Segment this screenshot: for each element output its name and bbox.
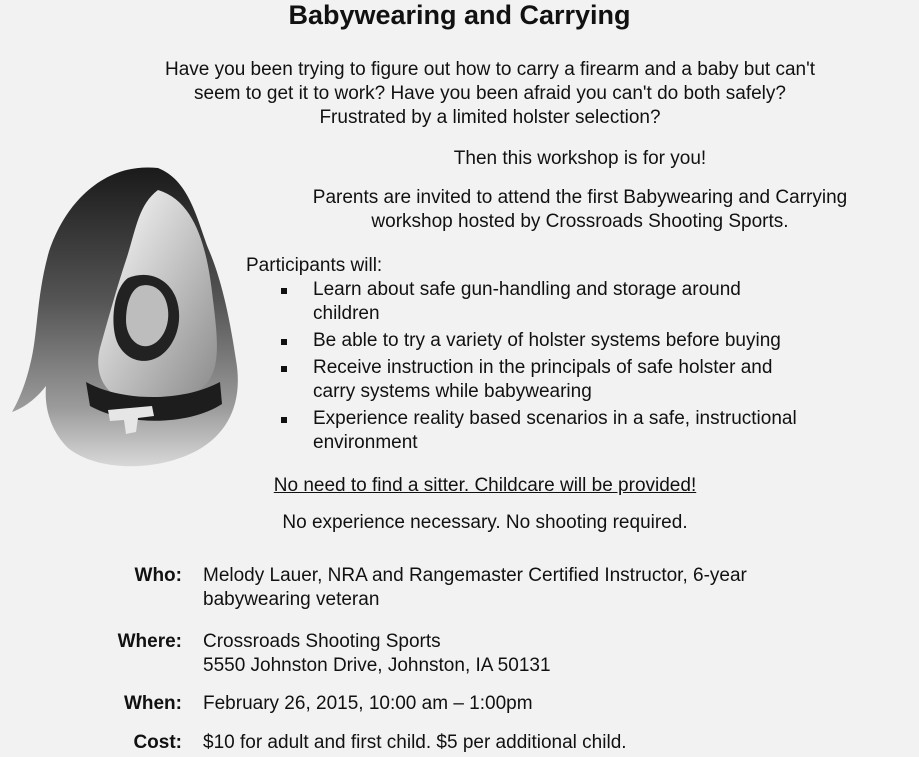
participants-label: Participants will: [246, 255, 383, 276]
bullet-marker-icon [281, 339, 287, 345]
who-value: Melody Lauer, NRA and Rangemaster Certified Instructor, 6-year babywearing veteran [203, 565, 747, 610]
when-value: February 26, 2015, 10:00 am – 1:00pm [203, 693, 533, 714]
invite-line: Parents are invited to attend the first Babywearing and Carrying [312, 187, 848, 208]
experience-note: No experience necessary. No shooting required. [282, 512, 688, 533]
invite-paragraph [240, 186, 919, 234]
bullet-marker-icon [281, 366, 287, 372]
bullet-item [270, 356, 910, 404]
where-label: Where: [117, 631, 182, 652]
invite-line: workshop hosted by Crossroads Shooting Sports. [371, 211, 789, 232]
cost-value: $10 for adult and first child. $5 per additional child. [203, 732, 627, 753]
bullet-item [270, 278, 910, 326]
where-value: Crossroads Shooting Sports 5550 Johnston Drive, Johnston, IA 50131 [203, 631, 551, 676]
participant-bullet-list [270, 278, 910, 458]
when-label: When: [123, 693, 182, 714]
bullet-text: Be able to try a variety of holster systems before buying [313, 330, 781, 351]
bullet-marker-icon [281, 288, 287, 294]
bullet-text: Experience reality based scenarios in a safe, instructional environment [313, 408, 797, 453]
mother-baby-holster-logo-icon [8, 160, 243, 470]
intro-line: Have you been trying to figure out how to carry a firearm and a baby but can't [165, 59, 815, 80]
bullet-text: Learn about safe gun-handling and storage around children [313, 279, 741, 324]
cost-label: Cost: [133, 732, 182, 753]
sitter-note: No need to find a sitter. Childcare will be provided! [273, 475, 697, 496]
intro-line: seem to get it to work? Have you been afraid you can't do both safely? [194, 83, 786, 104]
bullet-item [270, 329, 910, 353]
bullet-item [270, 407, 910, 455]
who-label: Who: [134, 565, 182, 586]
intro-line: Frustrated by a limited holster selection? [319, 107, 661, 128]
page-title: Babywearing and Carrying [288, 0, 631, 30]
bullet-text: Receive instruction in the principals of safe holster and carry systems while babywearing [313, 357, 773, 402]
tagline: Then this workshop is for you! [453, 148, 707, 169]
bullet-marker-icon [281, 417, 287, 423]
intro-paragraph [60, 58, 919, 130]
